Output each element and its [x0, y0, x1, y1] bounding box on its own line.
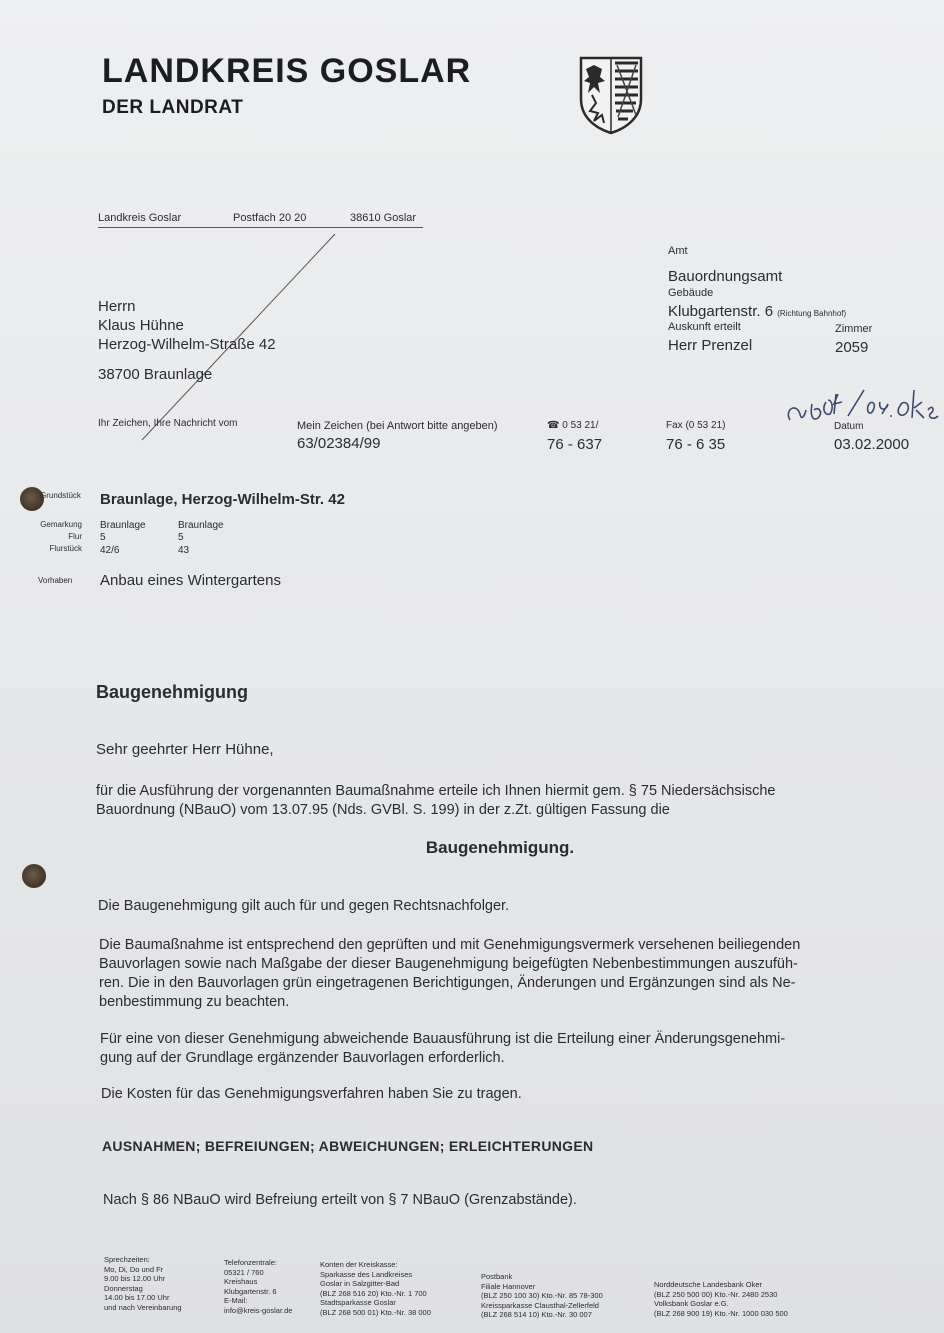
flur-label: Flur	[68, 532, 82, 541]
paragraph-exemption: Nach § 86 NBauO wird Befreiung erteilt von § 7 NBauO (Grenzabstände).	[103, 1192, 577, 1208]
deviation-line-2: gung auf der Grundlage ergänzender Bauvorlagen erforderlich.	[100, 1050, 505, 1066]
date-value: 03.02.2000	[834, 436, 910, 453]
footer-postbank	[481, 1272, 603, 1320]
info-label: Auskunft erteilt	[668, 321, 741, 333]
date-label: Datum	[834, 421, 864, 432]
greeting: Sehr geehrter Herr Hühne,	[96, 741, 274, 758]
recipient-street: Herzog-Wilhelm-Straße 42	[98, 336, 276, 353]
plans-line-3: ren. Die in den Bauvorlagen grün eingetragenen Berichtigungen, Änderungen und Ergänzungen sind als Ne-	[99, 975, 796, 991]
amt-value: Bauordnungsamt	[668, 268, 783, 285]
footer-hours-line: 9.00 bis 12.00 Uhr	[104, 1274, 166, 1283]
paragraph-deviation	[100, 1030, 900, 1068]
footer-accounts-line: Goslar in Salzgitter-Bad	[320, 1279, 400, 1288]
room-label: Zimmer	[835, 323, 873, 335]
footer-hours-line: und nach Vereinbarung	[104, 1302, 182, 1312]
flurstueck-label: Flurstück	[49, 544, 82, 553]
footer-hours-line: Mo, Di, Do und Fr	[104, 1264, 164, 1274]
flur-1: 5	[100, 532, 106, 543]
plans-line-4: benbestimmung zu beachten.	[99, 994, 290, 1010]
footer-postbank-line: Kreissparkasse Clausthal-Zellerfeld	[481, 1300, 599, 1310]
paragraph-plans	[99, 936, 899, 1012]
footer-phone-line: Telefonzentrale:	[224, 1258, 277, 1267]
footer-accounts-line: (BLZ 268 500 01) Kto.-Nr. 38 000	[320, 1307, 431, 1317]
plans-line-1: Die Baumaßnahme ist entsprechend den geprüften und mit Genehmigungsvermerk versehenen beiliegenden	[99, 937, 801, 953]
footer-banks	[654, 1280, 788, 1318]
vorhaben-label: Vorhaben	[38, 576, 73, 585]
footer-banks-line: (BLZ 250 500 00) Kto.-Nr. 2480 2530	[654, 1289, 778, 1299]
footer-banks-line: Norddeutsche Landesbank Oker	[654, 1280, 762, 1289]
footer-accounts-line: Sparkasse des Landkreises	[320, 1269, 413, 1279]
footer-postbank-line: (BLZ 268 514 10) Kto.-Nr. 30 007	[481, 1310, 592, 1319]
paragraph-costs: Die Kosten für das Genehmigungsverfahren haben Sie zu tragen.	[101, 1086, 522, 1102]
letter-heading: Baugenehmigung	[96, 682, 248, 702]
phone-label	[547, 420, 598, 431]
sender-po-box: Postfach 20 20	[233, 212, 307, 224]
flurstueck-1: 42/6	[100, 545, 120, 556]
amt-label: Amt	[668, 245, 688, 257]
coat-of-arms-icon	[578, 55, 644, 135]
fax-label: Fax (0 53 21)	[666, 420, 726, 431]
phone-icon: ☎	[547, 420, 560, 431]
footer-banks-line: Volksbank Goslar e.G.	[654, 1299, 729, 1308]
flurstueck-2: 43	[178, 545, 190, 556]
footer-phone-line: info@kreis-goslar.de	[224, 1305, 293, 1315]
our-reference-value: 63/02384/99	[297, 435, 381, 452]
footer-postbank-line: Postbank	[481, 1272, 513, 1281]
footer-accounts-line: (BLZ 268 516 20) Kto.-Nr. 1 700	[320, 1288, 427, 1298]
footer-banks-line: (BLZ 268 900 19) Kto.-Nr. 1000 030 500	[654, 1308, 788, 1318]
phone-label-text: 0 53 21/	[562, 420, 599, 431]
footer-postbank-line: Filiale Hannover	[481, 1281, 536, 1291]
footer-hours-line: Sprechzeiten:	[104, 1255, 150, 1264]
building-note: (Richtung Bahnhof)	[777, 309, 847, 318]
footer-accounts	[320, 1260, 431, 1317]
building-label: Gebäude	[668, 287, 714, 299]
your-reference-label: Ihr Zeichen, Ihre Nachricht vom	[98, 418, 238, 429]
property-label: Grundstück	[40, 491, 81, 500]
footer-hours-line: 14.00 bis 17.00 Uhr	[104, 1293, 170, 1302]
building-street: Klubgartenstr. 6	[668, 303, 774, 320]
recipient-city: 38700 Braunlage	[98, 366, 213, 383]
building-value	[668, 303, 846, 320]
recipient-name: Klaus Hühne	[98, 317, 184, 334]
footer-office-hours	[104, 1255, 182, 1312]
gemarkung-1: Braunlage	[100, 520, 146, 531]
footer-accounts-line: Stadtsparkasse Goslar	[320, 1298, 396, 1307]
section-heading: AUSNAHMEN; BEFREIUNGEN; ABWEICHUNGEN; ERLEICHTERUNGEN	[102, 1138, 594, 1154]
phone-extension: 76 - 637	[547, 436, 603, 453]
plans-line-2: Bauvorlagen sowie nach Maßgabe der dieser Baugenehmigung beigefügten Nebenbestimmungen auszufüh-	[99, 956, 798, 972]
footer-phone-line: Kreishaus	[224, 1277, 258, 1286]
paragraph-successors: Die Baugenehmigung gilt auch für und gegen Rechtsnachfolger.	[98, 898, 510, 914]
footer-postbank-line: (BLZ 250 100 30) Kto.-Nr. 85 78-300	[481, 1291, 603, 1300]
room-number: 2059	[835, 339, 869, 356]
intro-paragraph	[96, 782, 896, 820]
authority-name: LANDKREIS GOSLAR	[102, 52, 472, 90]
our-reference-label: Mein Zeichen (bei Antwort bitte angeben)	[297, 420, 498, 432]
vorhaben-value: Anbau eines Wintergartens	[100, 572, 281, 589]
property-address: Braunlage, Herzog-Wilhelm-Str. 42	[100, 491, 345, 508]
intro-line-2: Bauordnung (NBauO) vom 13.07.95 (Nds. GVBl. S. 199) in der z.Zt. gültigen Fassung die	[96, 802, 670, 818]
intro-line-1: für die Ausführung der vorgenannten Baumaßnahme erteile ich Ihnen hiermit gem. § 75 Niedersächsische	[96, 783, 776, 799]
fax-extension: 76 - 6 35	[666, 436, 726, 453]
footer-phone	[224, 1258, 292, 1315]
office-name: DER LANDRAT	[102, 97, 244, 118]
recipient-salutation: Herrn	[98, 298, 136, 315]
gemarkung-2: Braunlage	[178, 520, 224, 531]
sender-underline	[98, 227, 423, 228]
deviation-line-1: Für eine von dieser Genehmigung abweichende Bauausführung ist die Erteilung einer Änderungsgenehmi-	[100, 1031, 786, 1047]
footer-accounts-line: Konten der Kreiskasse:	[320, 1260, 398, 1269]
footer-phone-line: 05321 / 760	[224, 1267, 264, 1277]
gemarkung-label: Gemarkung	[40, 520, 82, 529]
footer-hours-line: Donnerstag	[104, 1283, 143, 1293]
sender-city: 38610 Goslar	[350, 212, 417, 224]
footer-phone-line: E-Mail:	[224, 1296, 248, 1305]
punch-hole-middle	[22, 864, 46, 888]
contact-name: Herr Prenzel	[668, 337, 753, 354]
flur-2: 5	[178, 532, 184, 543]
permit-title: Baugenehmigung.	[425, 838, 575, 857]
footer-phone-line: Klubgartenstr. 6	[224, 1286, 277, 1296]
sender-name: Landkreis Goslar	[98, 212, 182, 224]
